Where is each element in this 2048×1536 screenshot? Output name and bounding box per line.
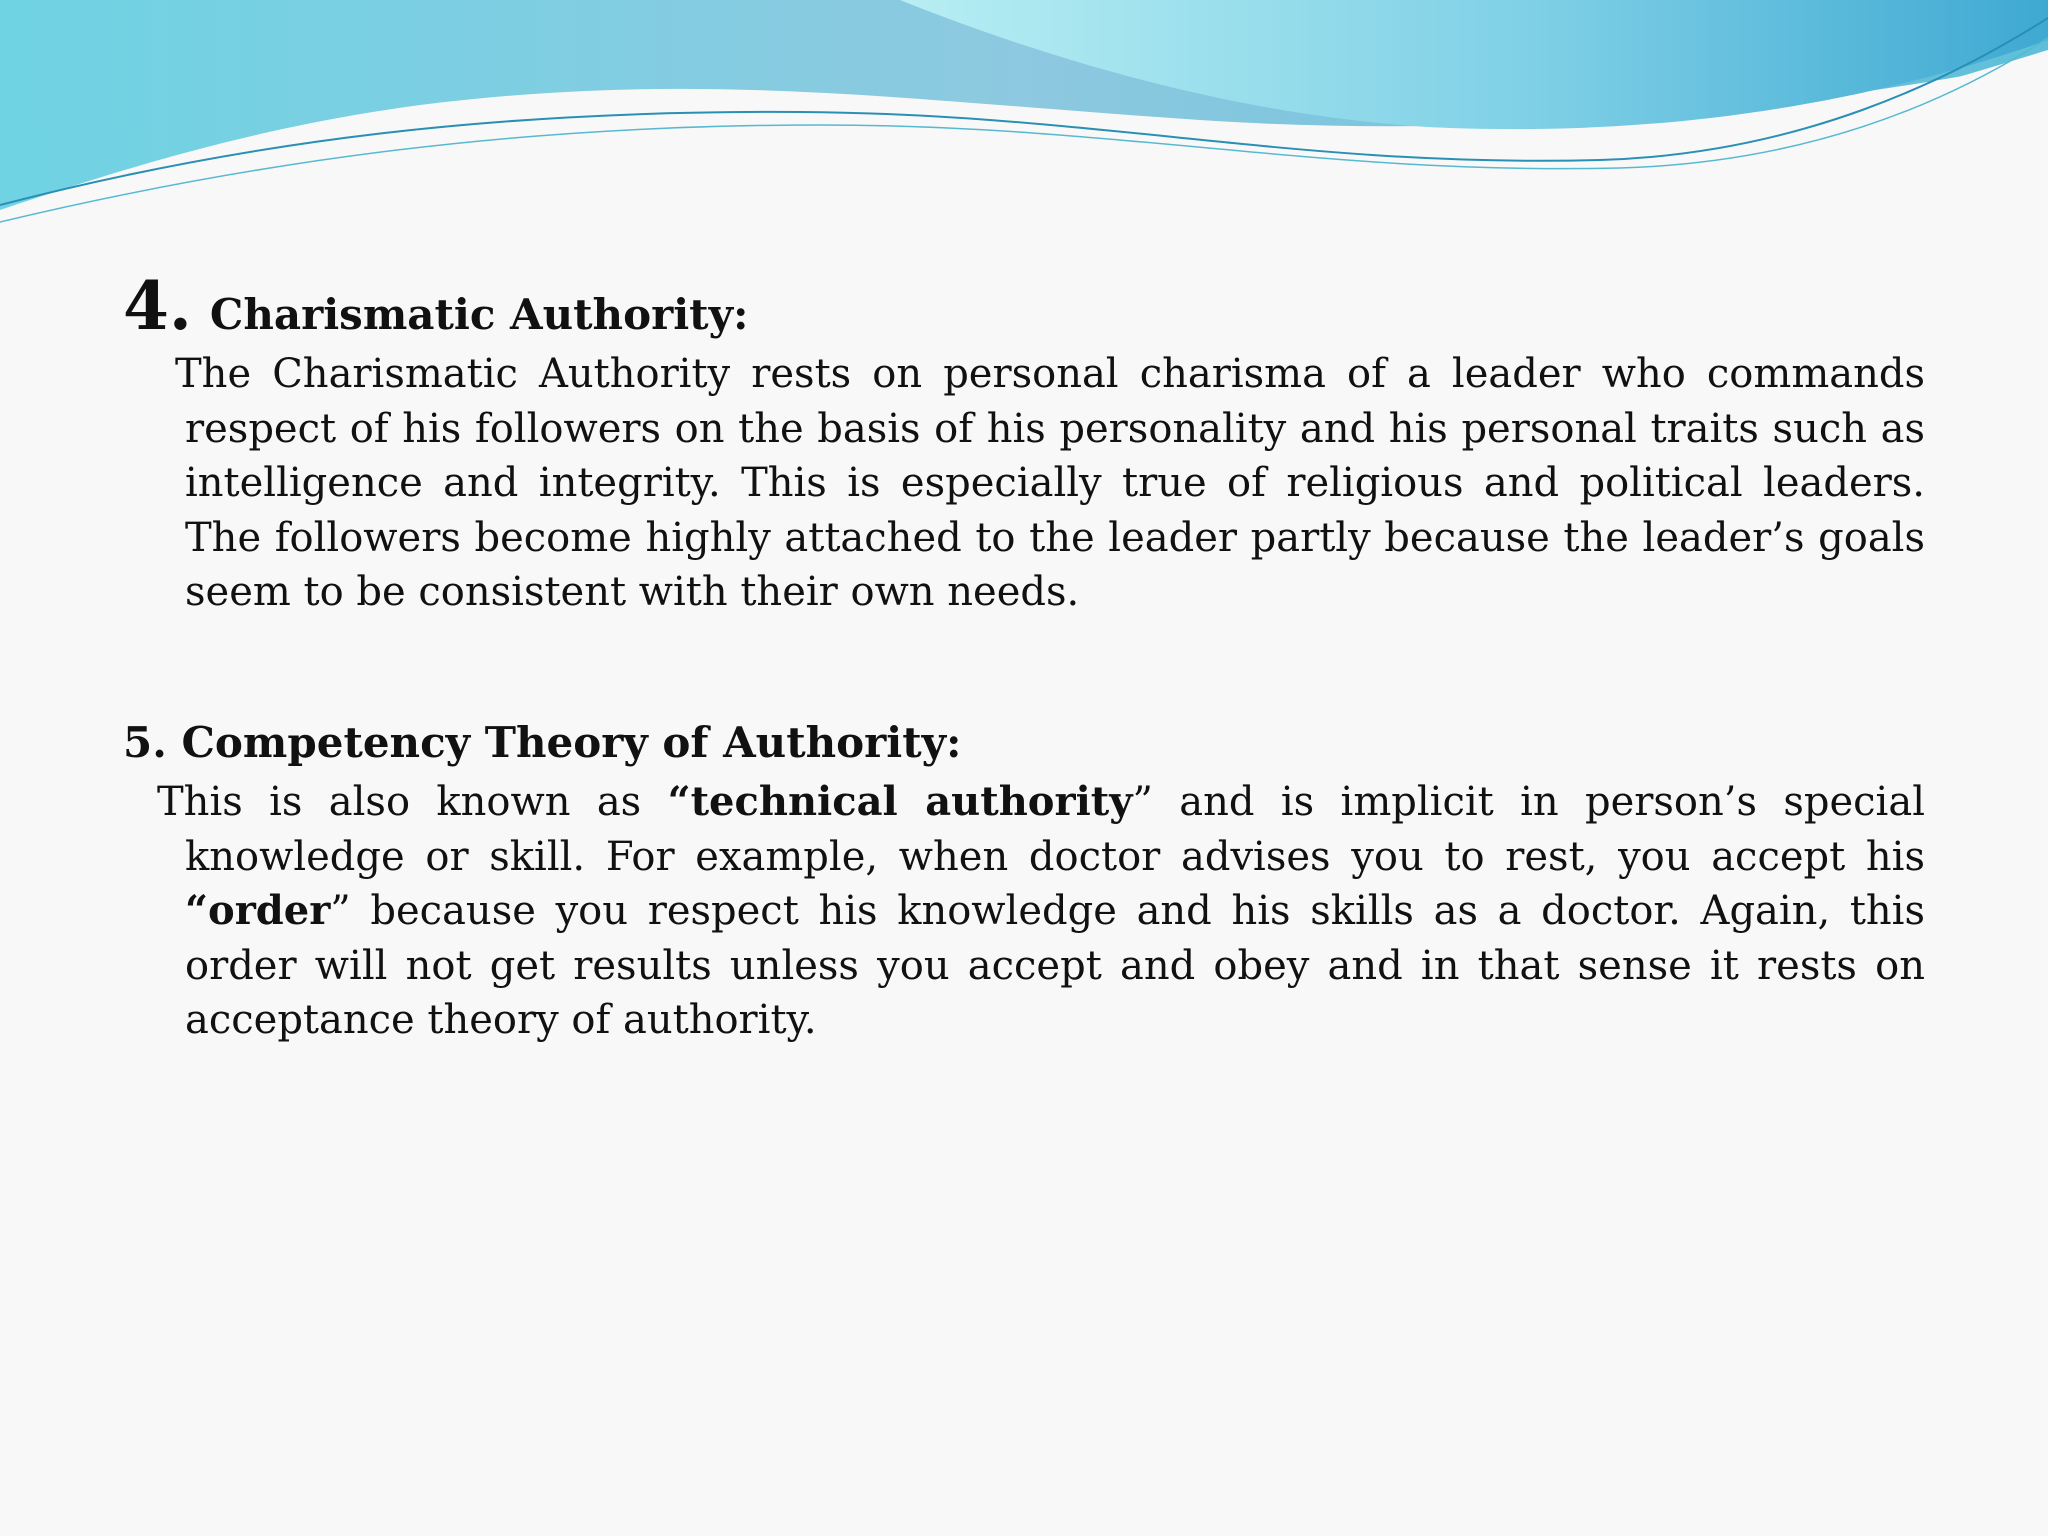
section-5-text-3: ” because you respect his knowledge and his skills as a doctor. Again, this order will not get results unless you accept and obey and in that sense it rests on acceptance theory of authority. — [185, 888, 1925, 1043]
section-4-number: 4. — [123, 267, 192, 345]
section-5-quote-open-1: “ — [667, 778, 691, 825]
section-competency-theory — [123, 717, 1925, 1048]
section-4-body: The Charismatic Authority rests on personal charisma of a leader who commands respect of his followers on the basis of his personality and his personal traits such as intelligence and integrity. This is especially true of religious and political leaders. The followers become highly attached to the leader partly because the leader’s goals seem to be consistent with their own needs. — [175, 351, 1925, 615]
section-5-text-2: ” and is implicit in person’s special knowledge or skill. For example, when doctor advises you to rest, you accept his — [185, 779, 1925, 880]
header-wave-decoration — [0, 0, 2048, 240]
section-5-heading: 5. Competency Theory of Authority: — [123, 718, 962, 767]
section-5-body — [123, 775, 1925, 1048]
term-order: order — [208, 887, 331, 934]
section-4-title: Charismatic Authority: — [209, 290, 749, 339]
section-5-quote-open-2: “ — [185, 887, 209, 934]
section-4-heading — [123, 267, 1925, 345]
term-technical-authority: technical authority — [690, 778, 1133, 825]
section-charismatic-authority — [123, 267, 1925, 620]
section-5-text-1: This is also known as — [157, 779, 668, 825]
